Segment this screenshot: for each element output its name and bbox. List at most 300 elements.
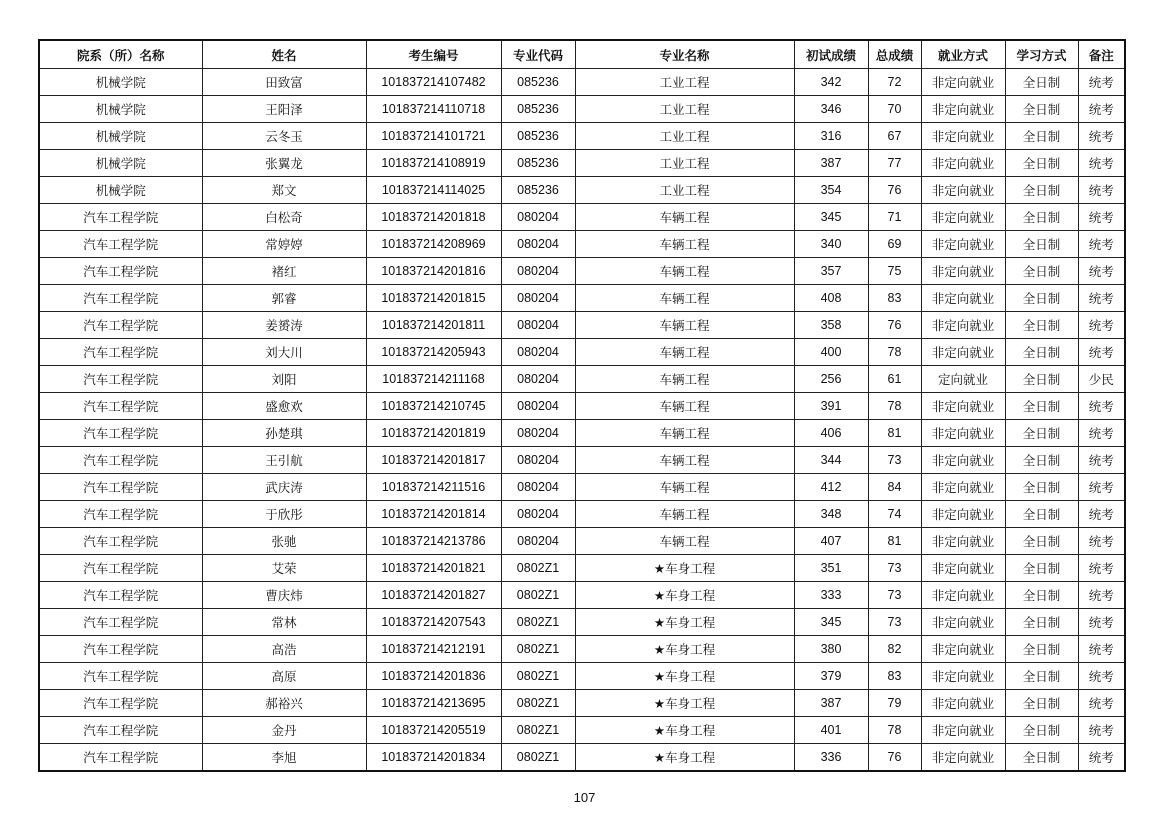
- total-score-cell: 76: [868, 312, 921, 339]
- candidate-id-cell: 101837214108919: [366, 150, 501, 177]
- table-row: [39, 204, 1125, 231]
- name-cell: 姜赟涛: [202, 312, 366, 339]
- remarks-cell: 统考: [1078, 393, 1125, 420]
- total-score-cell: 70: [868, 96, 921, 123]
- table-row: [39, 528, 1125, 555]
- study-mode-cell: 全日制: [1005, 366, 1078, 393]
- table-row: [39, 609, 1125, 636]
- remarks-cell: 统考: [1078, 69, 1125, 96]
- study-mode-cell: 全日制: [1005, 744, 1078, 772]
- major-name-cell: 车辆工程: [575, 312, 794, 339]
- name-cell: 郭睿: [202, 285, 366, 312]
- study-mode-cell: 全日制: [1005, 663, 1078, 690]
- remarks-cell: 统考: [1078, 420, 1125, 447]
- page-number: 107: [573, 790, 596, 805]
- total-score-cell: 84: [868, 474, 921, 501]
- major-code-cell: 085236: [501, 150, 575, 177]
- remarks-cell: 统考: [1078, 447, 1125, 474]
- major-name-cell: ★车身工程: [575, 555, 794, 582]
- candidate-id-cell: 101837214201819: [366, 420, 501, 447]
- major-name-cell: 工业工程: [575, 123, 794, 150]
- major-code-cell: 085236: [501, 69, 575, 96]
- study-mode-cell: 全日制: [1005, 177, 1078, 204]
- remarks-cell: 统考: [1078, 177, 1125, 204]
- remarks-cell: 统考: [1078, 501, 1125, 528]
- preliminary-score-cell: 408: [794, 285, 868, 312]
- name-cell: 武庆涛: [202, 474, 366, 501]
- major-code-header: 专业代码: [501, 40, 575, 69]
- employment-type-cell: 非定向就业: [921, 69, 1005, 96]
- employment-type-cell: 非定向就业: [921, 744, 1005, 772]
- preliminary-score-header: 初试成绩: [794, 40, 868, 69]
- major-name-cell: ★车身工程: [575, 609, 794, 636]
- department-header: 院系（所）名称: [39, 40, 202, 69]
- name-cell: 云冬玉: [202, 123, 366, 150]
- major-code-cell: 0802Z1: [501, 636, 575, 663]
- name-cell: 田致富: [202, 69, 366, 96]
- major-code-cell: 080204: [501, 285, 575, 312]
- table-row: [39, 447, 1125, 474]
- employment-type-cell: 非定向就业: [921, 231, 1005, 258]
- total-score-cell: 73: [868, 555, 921, 582]
- total-score-cell: 76: [868, 744, 921, 772]
- table-row: [39, 285, 1125, 312]
- major-code-cell: 0802Z1: [501, 744, 575, 772]
- employment-type-cell: 非定向就业: [921, 474, 1005, 501]
- remarks-cell: 统考: [1078, 258, 1125, 285]
- major-code-cell: 080204: [501, 474, 575, 501]
- major-name-cell: ★车身工程: [575, 582, 794, 609]
- major-name-cell: ★车身工程: [575, 690, 794, 717]
- total-score-cell: 61: [868, 366, 921, 393]
- major-code-cell: 080204: [501, 393, 575, 420]
- name-cell: 李旭: [202, 744, 366, 772]
- table-row: [39, 744, 1125, 772]
- employment-type-cell: 非定向就业: [921, 636, 1005, 663]
- employment-type-cell: 非定向就业: [921, 123, 1005, 150]
- major-code-cell: 0802Z1: [501, 717, 575, 744]
- candidate-id-cell: 101837214213695: [366, 690, 501, 717]
- employment-type-cell: 非定向就业: [921, 96, 1005, 123]
- name-cell: 孙楚琪: [202, 420, 366, 447]
- table-row: [39, 150, 1125, 177]
- employment-type-cell: 非定向就业: [921, 447, 1005, 474]
- total-score-cell: 74: [868, 501, 921, 528]
- name-cell: 白松奇: [202, 204, 366, 231]
- major-name-cell: 车辆工程: [575, 474, 794, 501]
- table-row: [39, 312, 1125, 339]
- name-cell: 高浩: [202, 636, 366, 663]
- major-code-cell: 080204: [501, 366, 575, 393]
- major-name-cell: 工业工程: [575, 96, 794, 123]
- employment-type-cell: 非定向就业: [921, 555, 1005, 582]
- name-cell: 金丹: [202, 717, 366, 744]
- candidate-id-cell: 101837214207543: [366, 609, 501, 636]
- study-mode-header: 学习方式: [1005, 40, 1078, 69]
- study-mode-cell: 全日制: [1005, 231, 1078, 258]
- candidate-id-cell: 101837214101721: [366, 123, 501, 150]
- total-score-cell: 75: [868, 258, 921, 285]
- total-score-cell: 73: [868, 609, 921, 636]
- name-cell: 郝裕兴: [202, 690, 366, 717]
- name-cell: 于欣彤: [202, 501, 366, 528]
- major-code-cell: 080204: [501, 204, 575, 231]
- candidate-id-header: 考生编号: [366, 40, 501, 69]
- candidate-id-cell: 101837214201817: [366, 447, 501, 474]
- study-mode-cell: 全日制: [1005, 123, 1078, 150]
- department-cell: 汽车工程学院: [39, 474, 202, 501]
- major-name-cell: 车辆工程: [575, 258, 794, 285]
- candidate-id-cell: 101837214211168: [366, 366, 501, 393]
- name-cell: 褚红: [202, 258, 366, 285]
- major-name-cell: 工业工程: [575, 69, 794, 96]
- candidate-id-cell: 101837214201818: [366, 204, 501, 231]
- table-row: [39, 636, 1125, 663]
- preliminary-score-cell: 340: [794, 231, 868, 258]
- table-body: [39, 69, 1125, 772]
- major-code-cell: 080204: [501, 231, 575, 258]
- remarks-cell: 统考: [1078, 582, 1125, 609]
- candidate-id-cell: 101837214201814: [366, 501, 501, 528]
- admission-table: [38, 39, 1126, 772]
- study-mode-cell: 全日制: [1005, 420, 1078, 447]
- name-cell: 艾荣: [202, 555, 366, 582]
- employment-type-cell: 非定向就业: [921, 690, 1005, 717]
- major-code-cell: 080204: [501, 339, 575, 366]
- major-name-cell: ★车身工程: [575, 663, 794, 690]
- candidate-id-cell: 101837214110718: [366, 96, 501, 123]
- name-cell: 王阳泽: [202, 96, 366, 123]
- employment-type-cell: 非定向就业: [921, 528, 1005, 555]
- remarks-cell: 统考: [1078, 690, 1125, 717]
- department-cell: 汽车工程学院: [39, 447, 202, 474]
- department-cell: 机械学院: [39, 123, 202, 150]
- candidate-id-cell: 101837214213786: [366, 528, 501, 555]
- table-row: [39, 177, 1125, 204]
- remarks-cell: 统考: [1078, 663, 1125, 690]
- total-score-cell: 73: [868, 582, 921, 609]
- department-cell: 汽车工程学院: [39, 744, 202, 772]
- preliminary-score-cell: 380: [794, 636, 868, 663]
- major-code-cell: 0802Z1: [501, 690, 575, 717]
- table-row: [39, 420, 1125, 447]
- major-name-cell: 车辆工程: [575, 231, 794, 258]
- major-name-cell: 车辆工程: [575, 501, 794, 528]
- major-name-cell: 车辆工程: [575, 285, 794, 312]
- total-score-cell: 69: [868, 231, 921, 258]
- major-name-cell: ★车身工程: [575, 636, 794, 663]
- department-cell: 汽车工程学院: [39, 258, 202, 285]
- remarks-cell: 统考: [1078, 555, 1125, 582]
- table-row: [39, 231, 1125, 258]
- total-score-cell: 78: [868, 339, 921, 366]
- preliminary-score-cell: 407: [794, 528, 868, 555]
- preliminary-score-cell: 256: [794, 366, 868, 393]
- major-code-cell: 0802Z1: [501, 609, 575, 636]
- candidate-id-cell: 101837214114025: [366, 177, 501, 204]
- candidate-id-cell: 101837214212191: [366, 636, 501, 663]
- table-row: [39, 69, 1125, 96]
- major-code-cell: 0802Z1: [501, 555, 575, 582]
- preliminary-score-cell: 348: [794, 501, 868, 528]
- remarks-cell: 少民: [1078, 366, 1125, 393]
- study-mode-cell: 全日制: [1005, 555, 1078, 582]
- preliminary-score-cell: 336: [794, 744, 868, 772]
- table-row: [39, 339, 1125, 366]
- study-mode-cell: 全日制: [1005, 258, 1078, 285]
- employment-type-cell: 非定向就业: [921, 258, 1005, 285]
- total-score-cell: 83: [868, 285, 921, 312]
- major-code-cell: 0802Z1: [501, 582, 575, 609]
- table-header-row: [39, 40, 1125, 69]
- preliminary-score-cell: 342: [794, 69, 868, 96]
- remarks-cell: 统考: [1078, 744, 1125, 772]
- employment-type-cell: 非定向就业: [921, 420, 1005, 447]
- study-mode-cell: 全日制: [1005, 393, 1078, 420]
- major-code-cell: 0802Z1: [501, 663, 575, 690]
- major-name-cell: 工业工程: [575, 177, 794, 204]
- employment-type-cell: 非定向就业: [921, 393, 1005, 420]
- study-mode-cell: 全日制: [1005, 339, 1078, 366]
- department-cell: 汽车工程学院: [39, 231, 202, 258]
- total-score-cell: 79: [868, 690, 921, 717]
- remarks-cell: 统考: [1078, 123, 1125, 150]
- table-row: [39, 555, 1125, 582]
- remarks-cell: 统考: [1078, 528, 1125, 555]
- total-score-cell: 78: [868, 393, 921, 420]
- study-mode-cell: 全日制: [1005, 690, 1078, 717]
- study-mode-cell: 全日制: [1005, 501, 1078, 528]
- remarks-cell: 统考: [1078, 339, 1125, 366]
- preliminary-score-cell: 345: [794, 609, 868, 636]
- name-cell: 刘大川: [202, 339, 366, 366]
- department-cell: 汽车工程学院: [39, 366, 202, 393]
- study-mode-cell: 全日制: [1005, 285, 1078, 312]
- preliminary-score-cell: 412: [794, 474, 868, 501]
- candidate-id-cell: 101837214210745: [366, 393, 501, 420]
- total-score-cell: 71: [868, 204, 921, 231]
- department-cell: 汽车工程学院: [39, 555, 202, 582]
- name-cell: 常林: [202, 609, 366, 636]
- major-code-cell: 085236: [501, 96, 575, 123]
- study-mode-cell: 全日制: [1005, 609, 1078, 636]
- department-cell: 汽车工程学院: [39, 312, 202, 339]
- preliminary-score-cell: 344: [794, 447, 868, 474]
- employment-type-cell: 非定向就业: [921, 609, 1005, 636]
- study-mode-cell: 全日制: [1005, 474, 1078, 501]
- total-score-cell: 83: [868, 663, 921, 690]
- name-header: 姓名: [202, 40, 366, 69]
- major-name-cell: 车辆工程: [575, 204, 794, 231]
- name-cell: 盛愈欢: [202, 393, 366, 420]
- table-row: [39, 393, 1125, 420]
- major-name-cell: 车辆工程: [575, 393, 794, 420]
- table-row: [39, 501, 1125, 528]
- preliminary-score-cell: 357: [794, 258, 868, 285]
- remarks-cell: 统考: [1078, 231, 1125, 258]
- major-code-cell: 080204: [501, 447, 575, 474]
- table-row: [39, 474, 1125, 501]
- employment-type-header: 就业方式: [921, 40, 1005, 69]
- table-row: [39, 717, 1125, 744]
- major-code-cell: 080204: [501, 258, 575, 285]
- department-cell: 机械学院: [39, 177, 202, 204]
- major-code-cell: 080204: [501, 420, 575, 447]
- major-code-cell: 085236: [501, 177, 575, 204]
- candidate-id-cell: 101837214201815: [366, 285, 501, 312]
- department-cell: 汽车工程学院: [39, 636, 202, 663]
- department-cell: 汽车工程学院: [39, 609, 202, 636]
- total-score-cell: 81: [868, 420, 921, 447]
- name-cell: 高原: [202, 663, 366, 690]
- preliminary-score-cell: 406: [794, 420, 868, 447]
- table-row: [39, 690, 1125, 717]
- study-mode-cell: 全日制: [1005, 312, 1078, 339]
- study-mode-cell: 全日制: [1005, 150, 1078, 177]
- study-mode-cell: 全日制: [1005, 528, 1078, 555]
- total-score-cell: 78: [868, 717, 921, 744]
- candidate-id-cell: 101837214107482: [366, 69, 501, 96]
- candidate-id-cell: 101837214201821: [366, 555, 501, 582]
- study-mode-cell: 全日制: [1005, 96, 1078, 123]
- employment-type-cell: 定向就业: [921, 366, 1005, 393]
- candidate-id-cell: 101837214205519: [366, 717, 501, 744]
- candidate-id-cell: 101837214201836: [366, 663, 501, 690]
- preliminary-score-cell: 400: [794, 339, 868, 366]
- preliminary-score-cell: 387: [794, 690, 868, 717]
- remarks-cell: 统考: [1078, 204, 1125, 231]
- employment-type-cell: 非定向就业: [921, 150, 1005, 177]
- name-cell: 郑文: [202, 177, 366, 204]
- table-row: [39, 123, 1125, 150]
- study-mode-cell: 全日制: [1005, 204, 1078, 231]
- table-row: [39, 663, 1125, 690]
- remarks-cell: 统考: [1078, 285, 1125, 312]
- total-score-cell: 76: [868, 177, 921, 204]
- candidate-id-cell: 101837214201811: [366, 312, 501, 339]
- study-mode-cell: 全日制: [1005, 717, 1078, 744]
- preliminary-score-cell: 354: [794, 177, 868, 204]
- department-cell: 汽车工程学院: [39, 582, 202, 609]
- name-cell: 常婷婷: [202, 231, 366, 258]
- remarks-cell: 统考: [1078, 96, 1125, 123]
- employment-type-cell: 非定向就业: [921, 285, 1005, 312]
- candidate-id-cell: 101837214208969: [366, 231, 501, 258]
- preliminary-score-cell: 333: [794, 582, 868, 609]
- remarks-cell: 统考: [1078, 609, 1125, 636]
- total-score-cell: 72: [868, 69, 921, 96]
- total-score-cell: 77: [868, 150, 921, 177]
- major-name-cell: 工业工程: [575, 150, 794, 177]
- department-cell: 机械学院: [39, 69, 202, 96]
- study-mode-cell: 全日制: [1005, 636, 1078, 663]
- department-cell: 汽车工程学院: [39, 717, 202, 744]
- major-name-cell: ★车身工程: [575, 717, 794, 744]
- table-row: [39, 582, 1125, 609]
- major-code-cell: 080204: [501, 528, 575, 555]
- employment-type-cell: 非定向就业: [921, 204, 1005, 231]
- major-code-cell: 080204: [501, 312, 575, 339]
- study-mode-cell: 全日制: [1005, 69, 1078, 96]
- preliminary-score-cell: 401: [794, 717, 868, 744]
- preliminary-score-cell: 346: [794, 96, 868, 123]
- department-cell: 机械学院: [39, 96, 202, 123]
- table-row: [39, 258, 1125, 285]
- preliminary-score-cell: 345: [794, 204, 868, 231]
- major-name-cell: 车辆工程: [575, 339, 794, 366]
- major-name-cell: 车辆工程: [575, 420, 794, 447]
- candidate-id-cell: 101837214211516: [366, 474, 501, 501]
- name-cell: 王引航: [202, 447, 366, 474]
- table-row: [39, 366, 1125, 393]
- employment-type-cell: 非定向就业: [921, 663, 1005, 690]
- preliminary-score-cell: 379: [794, 663, 868, 690]
- preliminary-score-cell: 316: [794, 123, 868, 150]
- major-code-cell: 085236: [501, 123, 575, 150]
- remarks-cell: 统考: [1078, 312, 1125, 339]
- study-mode-cell: 全日制: [1005, 582, 1078, 609]
- candidate-id-cell: 101837214205943: [366, 339, 501, 366]
- department-cell: 汽车工程学院: [39, 204, 202, 231]
- preliminary-score-cell: 387: [794, 150, 868, 177]
- preliminary-score-cell: 391: [794, 393, 868, 420]
- employment-type-cell: 非定向就业: [921, 582, 1005, 609]
- name-cell: 张翼龙: [202, 150, 366, 177]
- major-name-cell: 车辆工程: [575, 366, 794, 393]
- total-score-cell: 81: [868, 528, 921, 555]
- preliminary-score-cell: 358: [794, 312, 868, 339]
- study-mode-cell: 全日制: [1005, 447, 1078, 474]
- total-score-cell: 82: [868, 636, 921, 663]
- department-cell: 汽车工程学院: [39, 393, 202, 420]
- employment-type-cell: 非定向就业: [921, 312, 1005, 339]
- remarks-cell: 统考: [1078, 474, 1125, 501]
- major-name-header: 专业名称: [575, 40, 794, 69]
- table-row: [39, 96, 1125, 123]
- total-score-header: 总成绩: [868, 40, 921, 69]
- remarks-header: 备注: [1078, 40, 1125, 69]
- major-name-cell: ★车身工程: [575, 744, 794, 772]
- major-code-cell: 080204: [501, 501, 575, 528]
- employment-type-cell: 非定向就业: [921, 501, 1005, 528]
- employment-type-cell: 非定向就业: [921, 717, 1005, 744]
- department-cell: 汽车工程学院: [39, 420, 202, 447]
- department-cell: 汽车工程学院: [39, 690, 202, 717]
- major-name-cell: 车辆工程: [575, 447, 794, 474]
- total-score-cell: 73: [868, 447, 921, 474]
- major-name-cell: 车辆工程: [575, 528, 794, 555]
- department-cell: 机械学院: [39, 150, 202, 177]
- name-cell: 张驰: [202, 528, 366, 555]
- remarks-cell: 统考: [1078, 636, 1125, 663]
- department-cell: 汽车工程学院: [39, 285, 202, 312]
- department-cell: 汽车工程学院: [39, 501, 202, 528]
- department-cell: 汽车工程学院: [39, 339, 202, 366]
- department-cell: 汽车工程学院: [39, 663, 202, 690]
- total-score-cell: 67: [868, 123, 921, 150]
- department-cell: 汽车工程学院: [39, 528, 202, 555]
- employment-type-cell: 非定向就业: [921, 177, 1005, 204]
- preliminary-score-cell: 351: [794, 555, 868, 582]
- name-cell: 曹庆炜: [202, 582, 366, 609]
- candidate-id-cell: 101837214201827: [366, 582, 501, 609]
- candidate-id-cell: 101837214201834: [366, 744, 501, 772]
- remarks-cell: 统考: [1078, 717, 1125, 744]
- candidate-id-cell: 101837214201816: [366, 258, 501, 285]
- name-cell: 刘阳: [202, 366, 366, 393]
- employment-type-cell: 非定向就业: [921, 339, 1005, 366]
- remarks-cell: 统考: [1078, 150, 1125, 177]
